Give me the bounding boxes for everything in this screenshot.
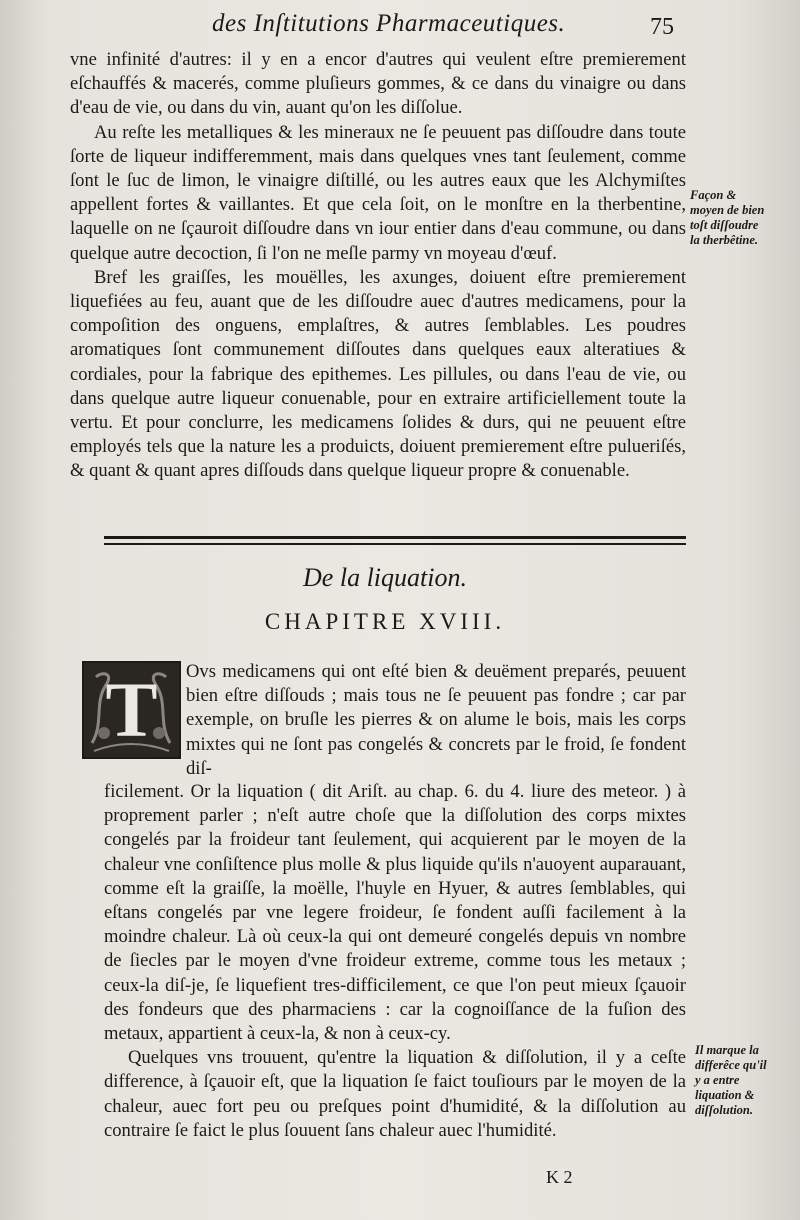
decorated-initial [82, 661, 181, 759]
text-block-top [70, 48, 686, 484]
initial-letter: T [105, 666, 158, 753]
page-number: 75 [650, 14, 674, 40]
section-divider [104, 536, 686, 539]
paragraph-3: Bref les graiſſes, les mouëlles, les axunges, doiuent eſtre premierement liquefiées au feu, auant que de les diſſoudre auec d'autres medicamens, pour la compoſition des onguens, emplaſtres, & autres ſemblables. Les poudres aromatiques ſont communement diſſoutes dans quelques eaux alteratiues & cordiales, pour la fabrique des epithemes. Les pillules, ou dans l'eau de vie, ou dans quelque autre liqueur conuenable, pour en extraire artificiellement toute la vertu. Et pour conclurre, les medicamens ſolides & durs, qui ne peuuent eſtre employés tels que la nature les a produicts, doiuent premierement eſtre pulueriſés, & quant & quant apres diſſouds dans quelque liqueur propre & conuenable. [70, 266, 686, 482]
chapter-opening [186, 660, 686, 781]
paragraph-1: vne infinité d'autres: il y en a encor d'autres qui veulent eſtre premierement eſchauffés & macerés, comme pluſieurs gommes, & ce dans du vinaigre ou dans d'eau de vie, ou dans du vin, auant qu'on les diſſolue. [70, 49, 686, 119]
section-divider-thin [104, 543, 686, 545]
text-block-chapter [104, 780, 686, 1143]
chapter-title: CHAPITRE XVIII. [264, 609, 506, 634]
running-head: des Inſtitutions Pharmaceutiques. [212, 10, 566, 37]
margin-note-dissolve-turpentine: Façon & moyen de bien toſt diſſoudre la therbêtine. [690, 188, 765, 247]
opening-paragraph: Ovs medicamens qui ont eſté bien & deuëment preparés, peuuent bien eſtre diſſouds ; mais tous ne ſe peuuent pas fondre ; car par exemple, on bruſle les pierres & on alume le bois, mais les corps mixtes qui ne ſont pas congelés & concrets par le froid, ſe fondent diſ- [186, 661, 686, 779]
paragraph-liquation-definition: ficilement. Or la liquation ( dit Ariſt. au chap. 6. du 4. liure des meteor. ) à proprement parler ; n'eſt autre choſe que la diſſolution des corps mixtes congelés par la froideur tant ſeulement, qui acquierent par le moyen de la chaleur vne conſiſtence plus molle & plus liquide qu'ils n'auoyent auparauant, comme eſt la graiſſe, la moëlle, l'huyle en Hyuer, & autres ſemblables, qui eſtans congelés par vne legere froideur, ſe fondent auſſi facilement à la moindre chaleur. Là où ceux-la qui ont demeuré congelés depuis vn nombre de ſiecles par le moyen d'vne froideur extreme, comme tous les metaux ; ceux-la diſ-je, ſe liquefient tres-difficilement, ce que l'on peut mieux ſçauoir des fondeurs que des pharmaciens : car la cognoiſſance de la fuſion des metaux, appartient à ceux-la, & non à ceux-cy. [104, 781, 686, 1045]
section-title: De la liquation. [303, 563, 467, 592]
margin-note-difference: Il marque la differêce qu'il y a entre liquation & diſſolution. [695, 1043, 767, 1117]
paragraph-difference: Quelques vns trouuent, qu'entre la liquation & diſſolution, il y a ceſte difference, à ſçauoir eſt, que la liquation ſe faict touſiours par le moyen de la chaleur, auec fort peu ou preſques point d'humidité, & la diſſolution au contraire ſe faict le plus ſouuent ſans chaleur auec l'humidité. [104, 1047, 686, 1141]
paragraph-2: Au reſte les metalliques & les mineraux ne ſe peuuent pas diſſoudre dans toute ſorte de liqueur indifferemment, mais dans quelques vnes tant ſeulement, comme ſont le ſuc de limon, le vinaigre diſtillé, ou les autres eaux que les Alchymiſtes appellent fortes & vaillantes. Et que cela ſoit, on le monſtre en la therbentine, laquelle on ne ſçauroit diſſoudre dans vn iour entier dans d'eau commune, ou dans quelque autre decoction, ſi l'on ne meſle parmy vn moyeau d'œuf. [70, 121, 686, 264]
signature-mark: K 2 [546, 1167, 573, 1187]
